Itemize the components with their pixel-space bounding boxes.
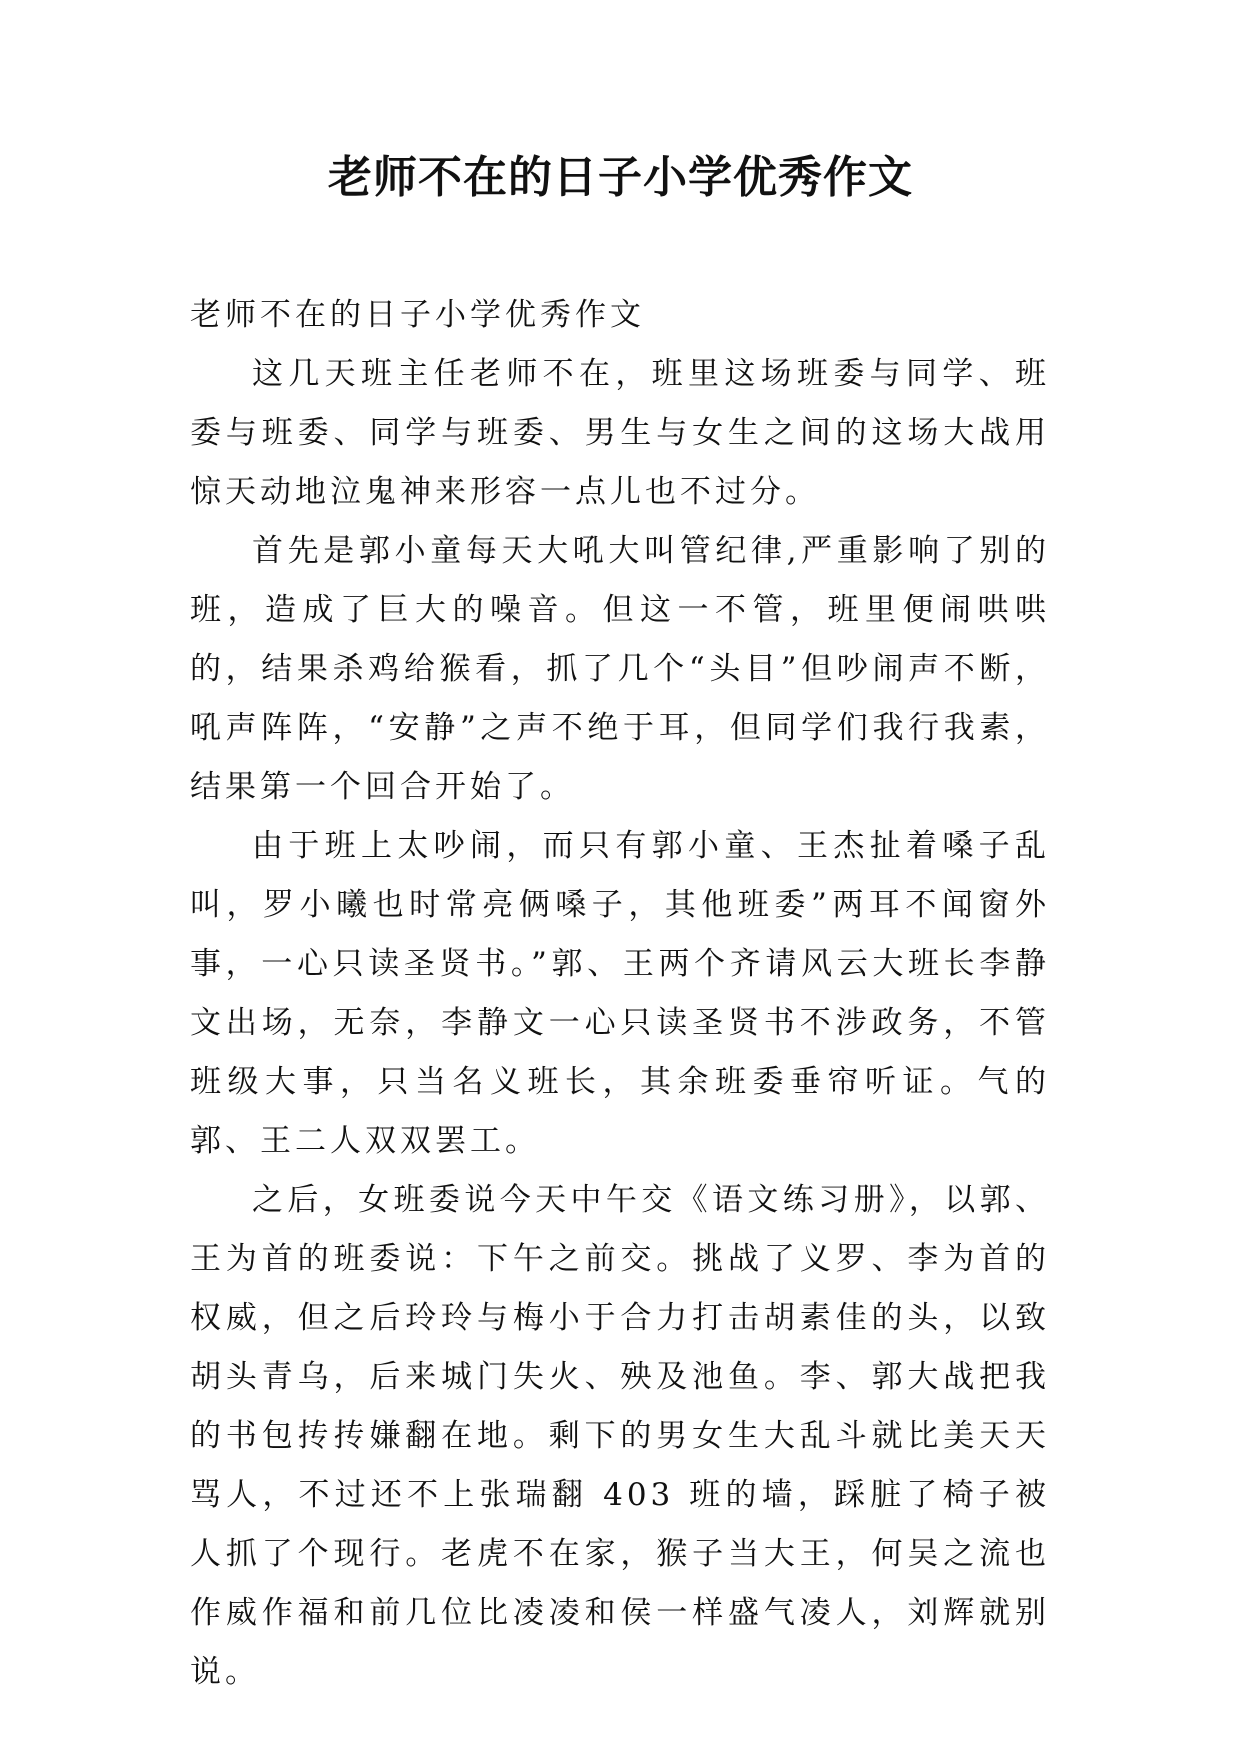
- paragraph-1: 这几天班主任老师不在，班里这场班委与同学、班委与班委、同学与班委、男生与女生之间的这场大战用惊天动地泣鬼神来形容一点儿也不过分。: [190, 356, 1050, 510]
- paragraph-3: 由于班上太吵闹，而只有郭小童、王杰扯着嗓子乱叫，罗小曦也时常亮俩嗓子，其他班委”两耳不闻窗外事，一心只读圣贤书。”郭、王两个齐请风云大班长李静文出场，无奈，李静文一心只读圣贤书不涉政务，不管班级大事，只当名义班长，其余班委垂帘听证。气的郭、王二人双双罢工。: [190, 828, 1050, 1159]
- document-title: 老师不在的日子小学优秀作文: [328, 152, 913, 203]
- document-body: [190, 286, 1050, 1702]
- subtitle-line: 老师不在的日子小学优秀作文: [190, 297, 645, 333]
- paragraph-4: 之后，女班委说今天中午交《语文练习册》，以郭、王为首的班委说：下午之前交。挑战了义罗、李为首的权威，但之后玲玲与梅小于合力打击胡素佳的头，以致胡头青乌，后来城门失火、殃及池鱼。李、郭大战把我的书包抟抟嫌翻在地。剩下的男女生大乱斗就比美天天骂人，不过还不上张瑞翻 403 班的墙，踩脏了椅子被人抓了个现行。老虎不在家，猴子当大王，何吴之流也作威作福和前几位比凌凌和侯一样盛气凌人，刘辉就别说。: [190, 1182, 1050, 1690]
- paragraph-2: 首先是郭小童每天大吼大叫管纪律,严重影响了别的班，造成了巨大的噪音。但这一不管，班里便闹哄哄的，结果杀鸡给猴看，抓了几个“头目”但吵闹声不断，吼声阵阵，“安静”之声不绝于耳，但同学们我行我素，结果第一个回合开始了。: [190, 533, 1050, 805]
